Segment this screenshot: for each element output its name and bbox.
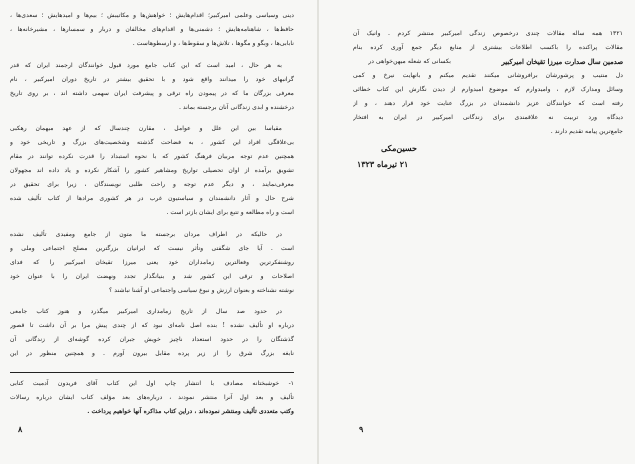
text-line: درخشنده و ابدی زندگانی آنان برجسته بماند . (178, 104, 294, 111)
right-page (319, 0, 635, 464)
text-line: همچنین عدم توجه مربیان فرهنگ کشور که با نحوه استبداد را قدرت نکرده توانند در مقام (10, 153, 294, 160)
text-line: بکسانی که شعله میهن‌خواهی در (368, 58, 451, 65)
signature-date: ۲۱ تیرماه ۱۳۲۳ (357, 159, 409, 169)
text-line: در حدود صد سال از تاریخ زمامداری امیرکبیر میگذرد و هنوز کتاب جامعی (10, 308, 282, 315)
text-line: حافظ‌ها ، شاهنامه‌هایش ؛ دشمنی‌ها و اقدام‌های مخالفان و دربار و سمسارها ، مشیرخانه‌ها ، (10, 26, 294, 33)
text-line: نابابی‌ها ، وبگو و مگوها ، تلاش‌ها و سقوط‌ها ، و ارسطوهاست . (132, 40, 294, 47)
book-title-text: صدمین سال صدارت میرزا تقیخان امیرکبیر (501, 58, 623, 66)
text-line: شرح حال و آثار دانشمندان و سیاستیون غرب در هر کشوری مرادها از کتاب تألیف شده (10, 195, 294, 202)
text-line: وسائل ومدارک لازم ، وامیدوارم که موضوع امیدوارم از دیدن نگارش این کتاب خطائی (353, 86, 623, 93)
footnote-line: ۱- خوشبختانه مصادف با انتشار چاپ اول این کتاب آقای فریدون آدمیت کتابی (10, 380, 294, 387)
text-line: معرفی‌نمایند ، و دیگر عدم توجه و راحت طلبی نویسندگان ، زیرا برای تحقیق در (10, 181, 294, 188)
text-line: اصلاحات و ترقی این کشور شد و بنیانگذار تجدد ونهضت ایران را با عنوان خود (10, 273, 294, 280)
text-line: گذشتگان را در حدود استعداد ناچیز خویش جبران کرده گوشه‌ای از زندگانی آن (10, 336, 294, 343)
text-line: نوشته نشناخته و بعنوان ارزش و نبوغ سیاسی واجتماعی او آشنا نباشند ؟ (108, 287, 294, 294)
footnote-line: وکتب متعددی تألیف ومنتشر نموده‌اند ، دراین کتاب مذاکره آنها خواهیم پرداخت . (87, 408, 294, 415)
text-line: مقیاسا بین این علل و عوامل ، مقارن چندسال که از عهد میهمان رهکبی (10, 125, 282, 132)
text-line: نابغه بزرگ شرق را از زیر پرده مقابل بیرون آورم . و همچنین منظور در این (10, 350, 294, 357)
text-line: درباره او تألیف نشده ! بنده اصل نامه‌ای نبود که از چندی پیش مرا بر آن داشت تا قصور (10, 322, 294, 329)
text-line: معرفی بزرگان ما که در پیمودن راه ترقی و پیشرفت ایران سهمی داشته اند ، بر روی تاریخ (10, 90, 294, 97)
text-line: ۱۳۲۱ همه ساله مقالات چندی درخصوص زندگی امیرکبیر منتشر کردم . وانیک آن (353, 30, 623, 37)
text-line: مقالات پراکنده را باکسب اطلاعات بیشتری از منابع دیگر جمع آوری کرده بنام (353, 44, 623, 51)
left-page (0, 0, 317, 464)
text-line: در حالیکه در اطراف مردان برجسته ما متون از جامع ومفیدی تألیف نشده (10, 231, 282, 238)
page-number: ۹ (359, 424, 364, 434)
text-line: رفته است که خوانندگان عزیز دانشمندان در بزرگ عنایت خود قرار دهند ، و از (353, 100, 623, 107)
text-line: بی‌علاقگی افراد این کشور ، به فضاحت گذشته وشخصیت‌های بزرگ و تاریخی خود و (10, 139, 294, 146)
page-number: ۸ (18, 424, 23, 434)
text-line: دیدگاه ورد تربیت نه علاقمندی برای زندگانی امیرکبیر در ایران به افتخار (353, 114, 623, 121)
text-line: دینی وسیاسی وعلمی امیرکبیر؛ اقدام‌هایش ؛ خواهش‌ها و مکاتیبش ؛ بیم‌ها و امیدهایش ؛ سعدی‌ها ، (10, 12, 294, 19)
text-line: تشویق برآمده از اوان تحصیلی تواریخ ومشاهیر کشور را آشکار نکرده و یاد داده اند مجهولان (10, 167, 294, 174)
text-line: روشنفکرترین وفعالترین زمامداران خود یعنی میرزا تقیخان امیرکبیر را که فدای (10, 259, 294, 266)
text-line: دل منتیب و پرشورشان برافروشانی میکنند تقدیم میکنم و بانهایت نیرخ و کمی (353, 72, 623, 79)
text-line: است و راه مطالعه و تتبع برای ایشان بازتر است . (166, 209, 294, 216)
footnote-line: تألیف و بعد اول آنرا منتشر نمودند ، درباره‌های بعد مؤلف کتاب ایشان درباره رسالات (10, 394, 294, 401)
footnote-rule (10, 372, 294, 373)
text-line: گرانبهای خود را میدانند واقع شود و با تحقیق بیشتر در تاریخ دوران امیرکبیر ، نام (10, 76, 294, 83)
author-signature: حسین‌مکی (381, 143, 417, 153)
text-line: به هر حال ، امید است که این کتاب جامع مورد قبول خوانندگان ارجمند ایران که قدر (10, 62, 282, 69)
text-line: جامع‌ترین پیامه تقدیم دارند . (550, 128, 623, 135)
text-line: است . آیا جای شگفتی وتأثر نیست که ایرانیان بزرگترین مصلح اجتماعی وملی و (10, 245, 294, 252)
